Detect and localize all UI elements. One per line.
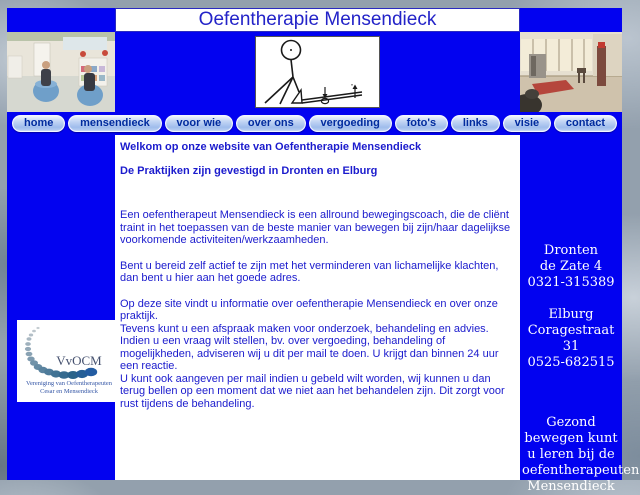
info-line-2: Tevens kunt u een afspraak maken voor onderzoek, behandeling en advies. (120, 322, 489, 335)
nav-button-contact[interactable]: contact (554, 115, 617, 132)
left-column (7, 135, 115, 480)
info-line-4: U kunt ook aangeven per mail indien u gebeld wilt worden, wij kunnen u dan terug bellen op een moment dat we niet aan het behandelen zijn. Dit zorgt voor rust tijdens de behandeling. (120, 372, 505, 410)
stick-figure-illustration (255, 36, 380, 108)
intro-paragraph: Een oefentherapeut Mensendieck is een allround bewegingscoach, die de cliënt traint in het toepassen van de beste manier van bewegen bij zijn/haar dagelijkse voorkomende activiteiten/werkzaamheden. (120, 209, 511, 246)
page-title: Oefentherapie Mensendieck (198, 9, 437, 30)
nav-button-fotos[interactable]: foto's (395, 115, 449, 132)
main-row (7, 135, 640, 494)
header-bar (7, 8, 622, 32)
activation-paragraph: Bent u bereid zelf actief te zijn met het verminderen van lichamelijke klachten, dan bent u hier aan het goede adres. (120, 259, 499, 284)
practice-addresses (520, 243, 622, 387)
info-line-3: Indien u een vraag wilt stellen, bv. over vergoeding, behandeling of mogelijkheden, adviseren wij u dit per mail te doen. U krijgt dan binnen 24 uur een reactie. (120, 335, 499, 372)
nav-button-voor-wie[interactable]: voor wie (165, 115, 234, 132)
locations-heading: De Praktijken zijn gevestigd in Dronten en Elburg (120, 164, 378, 177)
location-street: de Zate 4 (539, 259, 603, 274)
slogan-text: Gezond bewegen kunt u leren bij de oefentherapeuten Mensendieck (522, 415, 640, 494)
practice-room-right-image (520, 32, 622, 112)
location-phone: 0525-682515 (527, 355, 615, 370)
location-phone: 0321-315389 (527, 275, 615, 290)
banner-row (7, 32, 622, 112)
vvocm-logo (17, 320, 115, 402)
banner-center (115, 32, 520, 112)
main-navigation (7, 112, 622, 135)
photo-practice-room-left (7, 32, 115, 112)
logo-association-line1: Vereniging van Oefentherapeuten (26, 380, 112, 387)
nav-button-links[interactable]: links (451, 115, 500, 132)
site-container (7, 8, 640, 494)
contact-sidebar (520, 135, 640, 494)
main-content (115, 135, 520, 480)
nav-button-vergoeding[interactable]: vergoeding (309, 115, 392, 132)
address-dronten (520, 243, 622, 291)
info-line-1: Op deze site vindt u informatie over oefentherapie Mensendieck en over onze praktijk. (120, 297, 498, 322)
nav-button-visie[interactable]: visie (503, 115, 551, 132)
location-street: Coragestraat 31 (527, 323, 615, 354)
logo-association-line2: Cesar en Mensendieck (40, 388, 98, 395)
nav-button-mensendieck[interactable]: mensendieck (68, 115, 162, 132)
address-elburg (520, 307, 622, 371)
location-city: Elburg (548, 307, 594, 322)
photo-practice-room-right (520, 32, 622, 112)
practice-room-left-image (7, 32, 115, 112)
nav-button-over-ons[interactable]: over ons (236, 115, 306, 132)
nav-button-home[interactable]: home (12, 115, 65, 132)
logo-acronym: VvOCM (56, 353, 102, 368)
welcome-heading: Welkom op onze website van Oefentherapie Mensendieck (120, 141, 422, 153)
location-city: Dronten (543, 243, 599, 258)
vvocm-logo-image (17, 320, 115, 402)
stick-figure-drawing (256, 37, 379, 107)
site-title-box (115, 8, 520, 32)
